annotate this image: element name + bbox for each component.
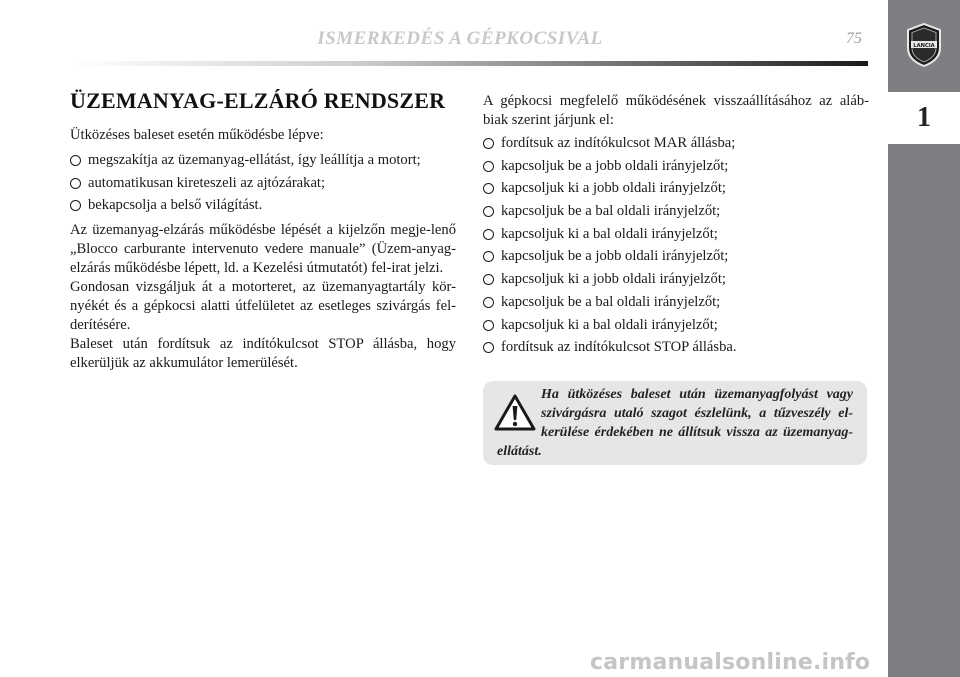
chapter-box (888, 92, 960, 144)
warning-box (483, 381, 867, 465)
bullet-circle-icon (70, 200, 81, 211)
list-item-text: kapcsoljuk be a bal oldali irányjelzőt; (501, 293, 721, 310)
list-item-text: fordítsuk az indítókulcsot MAR állásba; (501, 135, 736, 151)
list-item-text: automatikusan kireteszeli az ajtózárakat; (88, 174, 326, 191)
list-item-text: kapcsoljuk ki a bal oldali irányjelzőt; (501, 225, 718, 242)
list-item (483, 338, 869, 357)
header-rule (70, 61, 868, 66)
icon-spacer (497, 385, 541, 437)
paragraph-display-message: Az üzemanyag-elzárás működésbe lépését a kijelzőn megje-lenő „Blocco carburante intervenuto vedere manuale” (Üzem-anyag-elzárás működésbe lépett, ld. a Kezelési útmutatót) fel-irat jelzi. (70, 222, 456, 277)
list-item (483, 225, 869, 244)
paragraph-inspection: Gondosan vizsgáljuk át a motorteret, az üzemanyagtartály kör-nyékét és a gépkocsi alatti útfelületet az esetleges szivárgás fel-derítésére. (70, 279, 456, 334)
bullet-circle-icon (70, 155, 81, 166)
bullet-circle-icon (483, 342, 494, 353)
list-item (483, 157, 869, 176)
bullet-circle-icon (483, 251, 494, 262)
bullet-circle-icon (483, 274, 494, 285)
lancia-logo-icon (904, 22, 944, 68)
list-item-text: fordítsuk az indítókulcsot STOP állásba. (501, 339, 737, 356)
paragraph-battery: Baleset után fordítsuk az indítókulcsot STOP állásba, hogy elkerüljük az akkumulátor lemerülését. (70, 336, 456, 372)
page-number: 75 (846, 30, 862, 47)
warning-text-content: Ha ütközéses baleset után üzemanyagfolyást vagy szivárgásra utaló szagot észlelünk, a tűzveszély el-kerülése érdekében ne állítsuk vissza az üzemanyag-ellátást. (497, 387, 853, 459)
list-item-text: kapcsoljuk ki a jobb oldali irányjelzőt; (501, 271, 726, 288)
list-item-text: kapcsoljuk be a bal oldali irányjelzőt; (501, 203, 721, 220)
left-bullet-list (70, 151, 456, 215)
left-column (70, 88, 456, 373)
list-item-text: kapcsoljuk ki a bal oldali irányjelzőt; (501, 316, 718, 333)
list-item (70, 196, 456, 215)
warning-text (497, 385, 853, 461)
list-item (483, 134, 869, 153)
list-item (483, 316, 869, 335)
chapter-number: 1 (917, 102, 931, 133)
right-intro: A gépkocsi megfelelő működésének visszaállításához az aláb-biak szerint járjunk el: (483, 93, 869, 128)
watermark: carmanualsonline.info (590, 650, 871, 675)
bullet-circle-icon (483, 183, 494, 194)
list-item (483, 202, 869, 221)
bullet-circle-icon (483, 320, 494, 331)
list-item (70, 151, 456, 170)
bullet-circle-icon (483, 297, 494, 308)
running-header-title: ISMERKEDÉS A GÉPKOCSIVAL (317, 28, 603, 49)
list-item (483, 247, 869, 266)
list-item (483, 293, 869, 312)
bullet-circle-icon (70, 178, 81, 189)
list-item-text: megszakítja az üzemanyag-ellátást, így leállítja a motort; (88, 152, 421, 168)
list-item (483, 270, 869, 289)
bullet-circle-icon (483, 206, 494, 217)
list-item (483, 179, 869, 198)
list-item-text: kapcsoljuk ki a jobb oldali irányjelzőt; (501, 180, 726, 197)
logo-text: LANCIA (913, 42, 935, 49)
section-title: ÜZEMANYAG-ELZÁRÓ RENDSZER (70, 88, 446, 113)
right-bullet-list (483, 134, 869, 357)
list-item-text: bekapcsolja a belső világítást. (88, 197, 263, 214)
right-column (483, 92, 869, 363)
list-item-text: kapcsoljuk be a jobb oldali irányjelzőt; (501, 248, 729, 265)
left-intro: Ütközéses baleset esetén működésbe lépve: (70, 127, 324, 143)
list-item-text: kapcsoljuk be a jobb oldali irányjelzőt; (501, 157, 729, 174)
bullet-circle-icon (483, 138, 494, 149)
chapter-tab (888, 0, 960, 677)
bullet-circle-icon (483, 161, 494, 172)
bullet-circle-icon (483, 229, 494, 240)
list-item (70, 174, 456, 193)
